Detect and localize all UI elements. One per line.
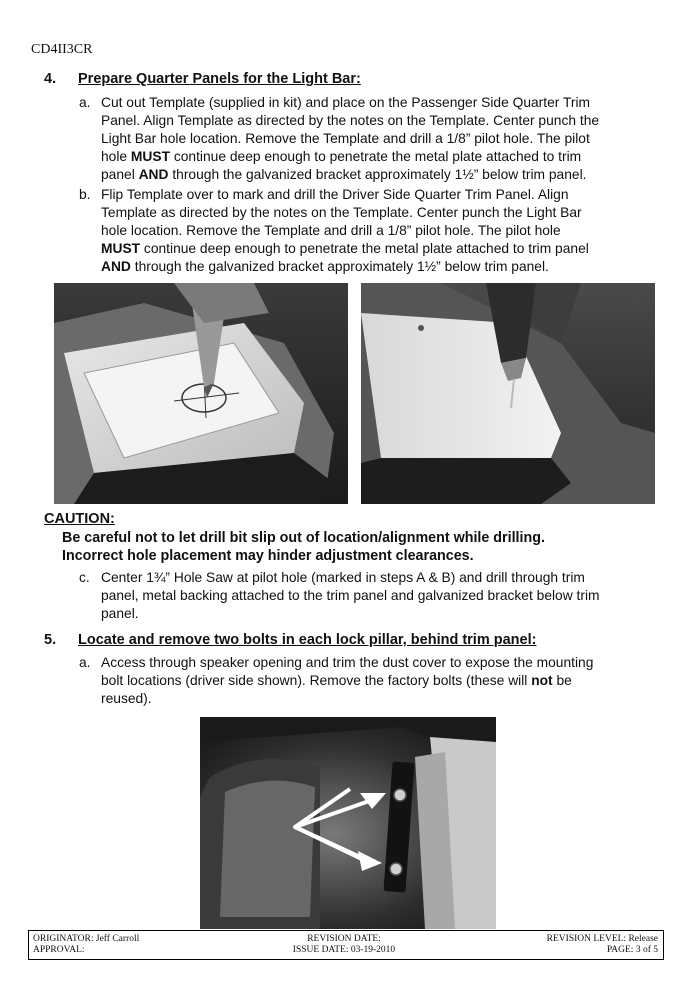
text-line: panel, metal backing attached to the trim panel and galvanized bracket below trim xyxy=(101,588,600,603)
footer-right xyxy=(547,934,658,956)
text-line: panel. xyxy=(101,606,139,621)
sub-letter: a. xyxy=(79,655,91,670)
text-line: hole MUST continue deep enough to penetrate the metal plate attached to trim xyxy=(101,149,582,164)
text-line: Template as directed by the notes on the Template. Center punch the Light Bar xyxy=(101,205,582,220)
text-line: MUST continue deep enough to penetrate the metal plate attached to trim panel xyxy=(101,241,589,256)
text-line: Light Bar hole location. Remove the Template and drill a 1/8” pilot hole. The pilot xyxy=(101,131,590,146)
step-5a xyxy=(79,654,669,708)
page-number: PAGE: 3 of 5 xyxy=(606,945,658,955)
step-4a-text xyxy=(101,94,669,184)
text-line: panel AND through the galvanized bracket approximately 1½” below trim panel. xyxy=(101,167,587,182)
photo-drilling-pilot-hole xyxy=(361,283,655,504)
step-4b xyxy=(79,186,669,276)
revision-date: REVISION DATE: xyxy=(307,934,381,944)
text-line: hole location. Remove the Template and drill a 1/8” pilot hole. The pilot hole xyxy=(101,223,561,238)
photo-lock-pillar-bolts xyxy=(200,717,496,929)
revision-level: REVISION LEVEL: Release xyxy=(546,934,658,944)
text-line: Center 1¾” Hole Saw at pilot hole (marked in steps A & B) and drill through trim xyxy=(101,570,585,585)
text-line: reused). xyxy=(101,691,152,706)
text-line: Access through speaker opening and trim the dust cover to expose the mounting xyxy=(101,655,594,670)
step-5a-text xyxy=(101,654,669,708)
step-4c xyxy=(79,569,669,623)
step-4c-text xyxy=(101,569,669,623)
document-code: CD4II3CR xyxy=(31,42,93,57)
text-line: Cut out Template (supplied in kit) and place on the Passenger Side Quarter Trim xyxy=(101,95,591,110)
footer-center xyxy=(269,934,419,956)
sub-letter: c. xyxy=(79,570,90,585)
step-4-heading xyxy=(44,71,361,87)
step-4b-text xyxy=(101,186,669,276)
sub-letter: b. xyxy=(79,187,91,202)
text-line: Panel. Align Template as directed by the notes on the Template. Center punch the xyxy=(101,113,600,128)
text-line: AND through the galvanized bracket approximately 1½” below trim panel. xyxy=(101,259,549,274)
text-line: Flip Template over to mark and drill the Driver Side Quarter Trim Panel. Align xyxy=(101,187,569,202)
caution-line: Be careful not to let drill bit slip out of location/alignment while drilling. xyxy=(62,530,545,546)
text-line: bolt locations (driver side shown). Remove the factory bolts (these will not be xyxy=(101,673,572,688)
issue-date: ISSUE DATE: 03-19-2010 xyxy=(292,945,396,955)
photo-template-center-punch xyxy=(54,283,348,504)
step-title: Prepare Quarter Panels for the Light Bar: xyxy=(78,71,361,87)
step-title: Locate and remove two bolts in each lock pillar, behind trim panel: xyxy=(78,632,537,648)
step-4a xyxy=(79,94,669,184)
caution-heading: CAUTION: xyxy=(44,511,115,527)
approval: APPROVAL: xyxy=(33,945,85,955)
document-footer xyxy=(28,930,664,960)
step-number: 5. xyxy=(44,632,57,648)
sub-letter: a. xyxy=(79,95,91,110)
footer-left xyxy=(33,934,139,956)
step-5-heading xyxy=(44,632,536,648)
step-number: 4. xyxy=(44,71,57,87)
caution-line: Incorrect hole placement may hinder adjustment clearances. xyxy=(62,548,474,564)
originator: ORIGINATOR: Jeff Carroll xyxy=(33,934,140,944)
caution-text xyxy=(62,529,662,565)
